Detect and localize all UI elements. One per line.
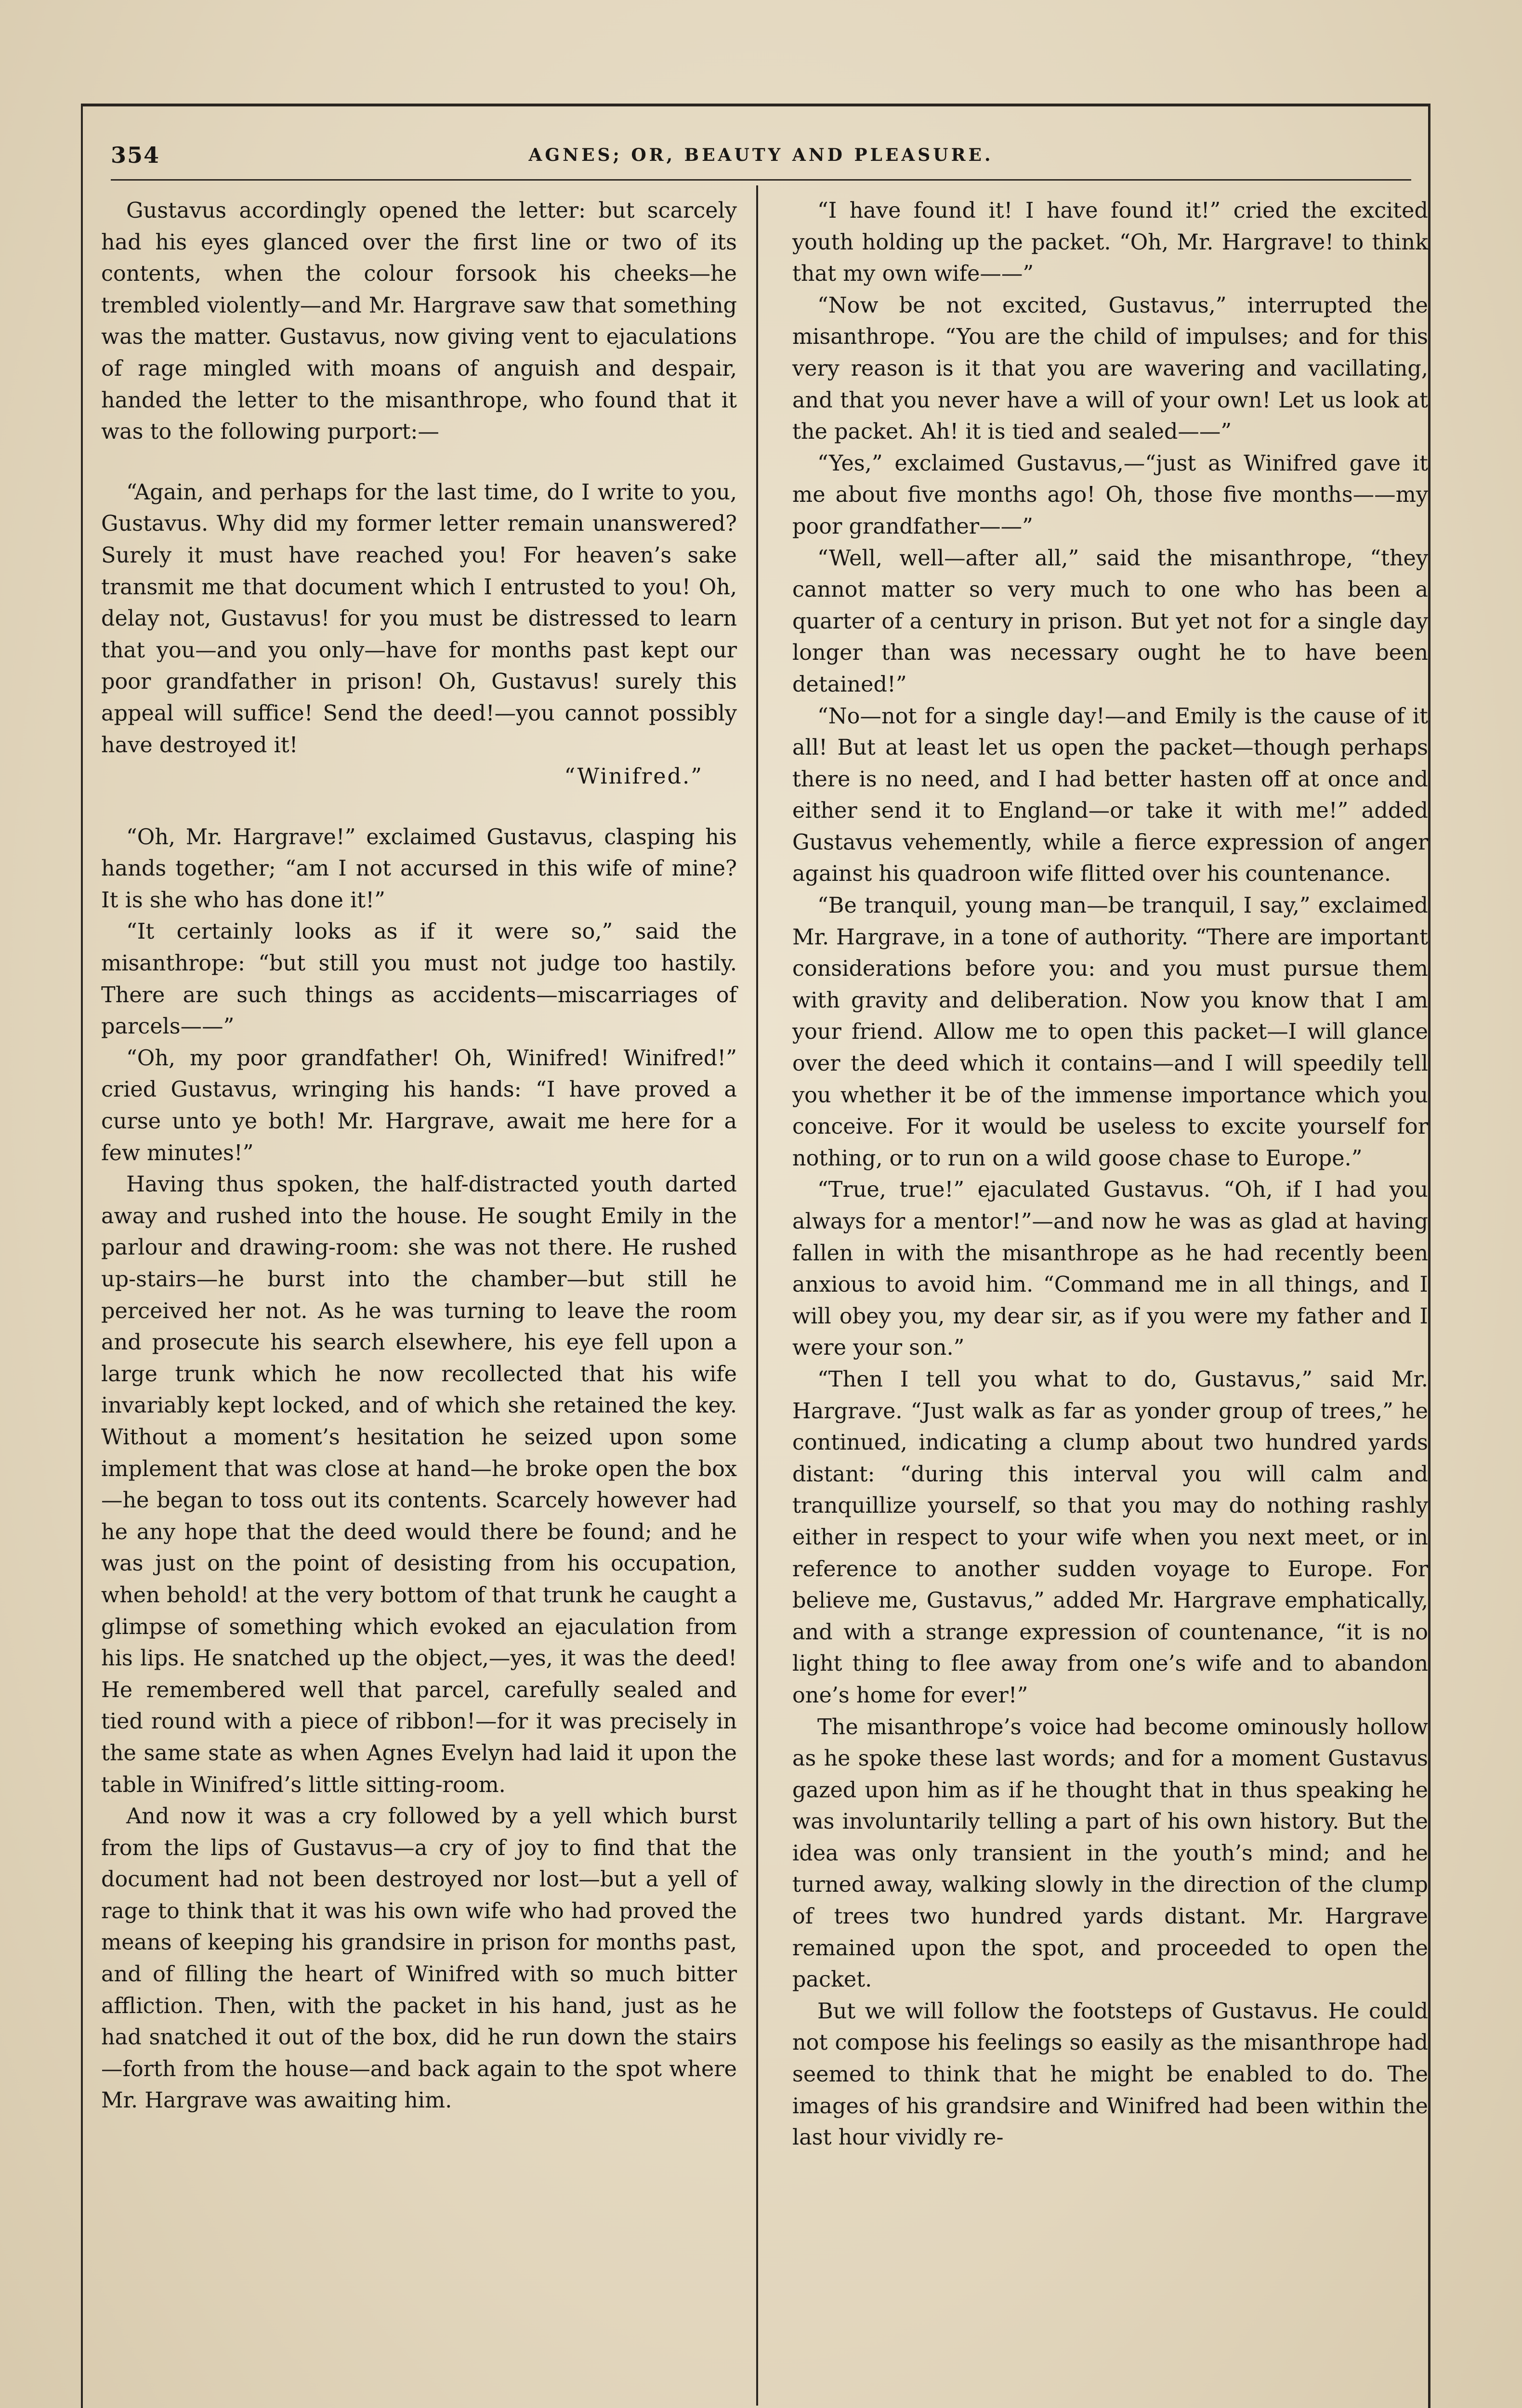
paragraph: “Yes,” exclaimed Gustavus,—“just as Winifred gave it me about five months ago! Oh, those five months——my poor grandfather——”: [792, 451, 1428, 539]
frame-rule-top: [82, 104, 1430, 106]
paragraph: “Then I tell you what to do, Gustavus,” said Mr. Hargrave. “Just walk as far as yonder group of trees,” he continued, indicating a clump about two hundred yards distant: “during this interval you will calm and tranquillize yourself, so that you may do nothing rashly either in respect to your wife when you next meet, or in reference to another sudden voyage to Europe. For believe me, Gustavus,” added Mr. Hargrave emphatically, and with a strange expression of countenance, “it is no light thing to flee away from one’s wife and to abandon one’s home for ever!”: [792, 1367, 1428, 1708]
paragraph: “Oh, my poor grandfather! Oh, Winifred! Winifred!” cried Gustavus, wringing his hands: “I have proved a curse unto ye both! Mr. Hargrave, await me here for a few minutes!”: [101, 1046, 737, 1165]
letter-paragraph: “Again, and perhaps for the last time, do I write to you, Gustavus. Why did my former letter remain unanswered? Surely it must have reached you! For heaven’s sake transmit me that document which I entrusted to you! Oh, delay not, Gustavus! for you must be distressed to learn that you—and you only—have for months past kept our poor grandfather in prison! Oh, Gustavus! surely this appeal will suffice! Send the deed!—you cannot possibly have destroyed it!: [101, 480, 737, 758]
paragraph: Having thus spoken, the half-distracted youth darted away and rushed into the house. He sought Emily in the parlour and drawing-room: she was not there. He rushed up-stairs—he burst into the chamber—but still he perceived her not. As he was turning to leave the room and prosecute his search elsewhere, his eye fell upon a large trunk which he now recollected that his wife invariably kept locked, and of which she retained the key. Without a moment’s hesitation he seized upon some implement that was close at hand—he broke open the box—he began to toss out its contents. Scarcely however had he any hope that the deed would there be found; and he was just on the point of desisting from his occupation, when behold! at the very bottom of that trunk he caught a glimpse of something which evoked an ejaculation from his lips. He snatched up the object,—yes, it was the deed! He remembered well that parcel, carefully sealed and tied round with a piece of ribbon!—for it was precisely in the same state as when Agnes Evelyn had laid it upon the table in Winifred’s little sitting-room.: [101, 1172, 737, 1797]
paragraph: “Now be not excited, Gustavus,” interrupted the misanthrope. “You are the child of impulses; and for this very reason is it that you are wavering and vacillating, and that you never have a will of your own! Let us look at the packet. Ah! it is tied and sealed——”: [792, 293, 1428, 445]
left-column: [101, 195, 737, 2117]
frame-rule-right: [1428, 104, 1430, 2408]
frame-rule-left: [81, 104, 83, 2408]
column-divider: [756, 185, 758, 2406]
page-header: [111, 142, 1411, 181]
page-number: 354: [111, 142, 160, 168]
paragraph: “Well, well—after all,” said the misanthrope, “they cannot matter so very much to one who has been a quarter of a century in prison. But yet not for a single day longer than was necessary ought he to have been detained!”: [792, 546, 1428, 697]
letter-signature: “Winifred.”: [564, 764, 703, 789]
right-column: [792, 195, 1428, 2154]
paragraph: “Oh, Mr. Hargrave!” exclaimed Gustavus, clasping his hands together; “am I not accursed in this wife of mine? It is she who has done it!”: [101, 824, 737, 913]
paragraph: “Be tranquil, young man—be tranquil, I say,” exclaimed Mr. Hargrave, in a tone of authority. “There are important considerations before you: and you must pursue them with gravity and deliberation. Now you know that I am your friend. Allow me to open this packet—I will glance over the deed which it contains—and I will speedily tell you whether it be of the immense importance which you conceive. For it would be useless to excite yourself for nothing, or to run on a wild goose chase to Europe.”: [792, 893, 1428, 1171]
running-title: AGNES; OR, BEAUTY AND PLEASURE.: [528, 145, 994, 165]
paragraph: The misanthrope’s voice had become ominously hollow as he spoke these last words; and for a moment Gustavus gazed upon him as if he thought that in thus speaking he was involuntarily telling a part of his own history. But the idea was only transient in the youth’s mind; and he turned away, walking slowly in the direction of the clump of trees two hundred yards distant. Mr. Hargrave remained upon the spot, and proceeded to open the packet.: [792, 1714, 1428, 1992]
paragraph: But we will follow the footsteps of Gustavus. He could not compose his feelings so easily as the misanthrope had seemed to think that he might be enabled to do. The images of his grandsire and Winifred had been within the last hour vividly re-: [792, 1999, 1428, 2150]
header-rule: [111, 179, 1411, 181]
paragraph: “True, true!” ejaculated Gustavus. “Oh, if I had you always for a mentor!”—and now he was as glad at having fallen in with the misanthrope as he had recently been anxious to avoid him. “Command me in all things, and I will obey you, my dear sir, as if you were my father and I were your son.”: [792, 1178, 1428, 1361]
paragraph: And now it was a cry followed by a yell which burst from the lips of Gustavus—a cry of joy to find that the document had not been destroyed nor lost—but a yell of rage to think that it was his own wife who had proved the means of keeping his grandsire in prison for months past, and of filling the heart of Winifred with so much bitter affliction. Then, with the packet in his hand, just as he had snatched it out of the box, did he run down the stairs—forth from the house—and back again to the spot where Mr. Hargrave was awaiting him.: [101, 1804, 737, 2113]
paragraph: “It certainly looks as if it were so,” said the misanthrope: “but still you must not judge too hastily. There are such things as accidents—miscarriages of parcels——”: [101, 919, 737, 1039]
paragraph: Gustavus accordingly opened the letter: but scarcely had his eyes glanced over the first line or two of its contents, when the colour forsook his cheeks—he trembled violently—and Mr. Hargrave saw that something was the matter. Gustavus, now giving vent to ejaculations of rage mingled with moans of anguish and despair, handed the letter to the misanthrope, who found that it was to the following purport:—: [101, 198, 737, 445]
paragraph: “I have found it! I have found it!” cried the excited youth holding up the packet. “Oh, Mr. Hargrave! to think that my own wife——”: [792, 198, 1428, 287]
paragraph: “No—not for a single day!—and Emily is the cause of it all! But at least let us open the packet—though perhaps there is no need, and I had better hasten off at once and either send it to England—or take it with me!” added Gustavus vehemently, while a fierce expression of anger against his quadroon wife flitted over his countenance.: [792, 704, 1428, 887]
